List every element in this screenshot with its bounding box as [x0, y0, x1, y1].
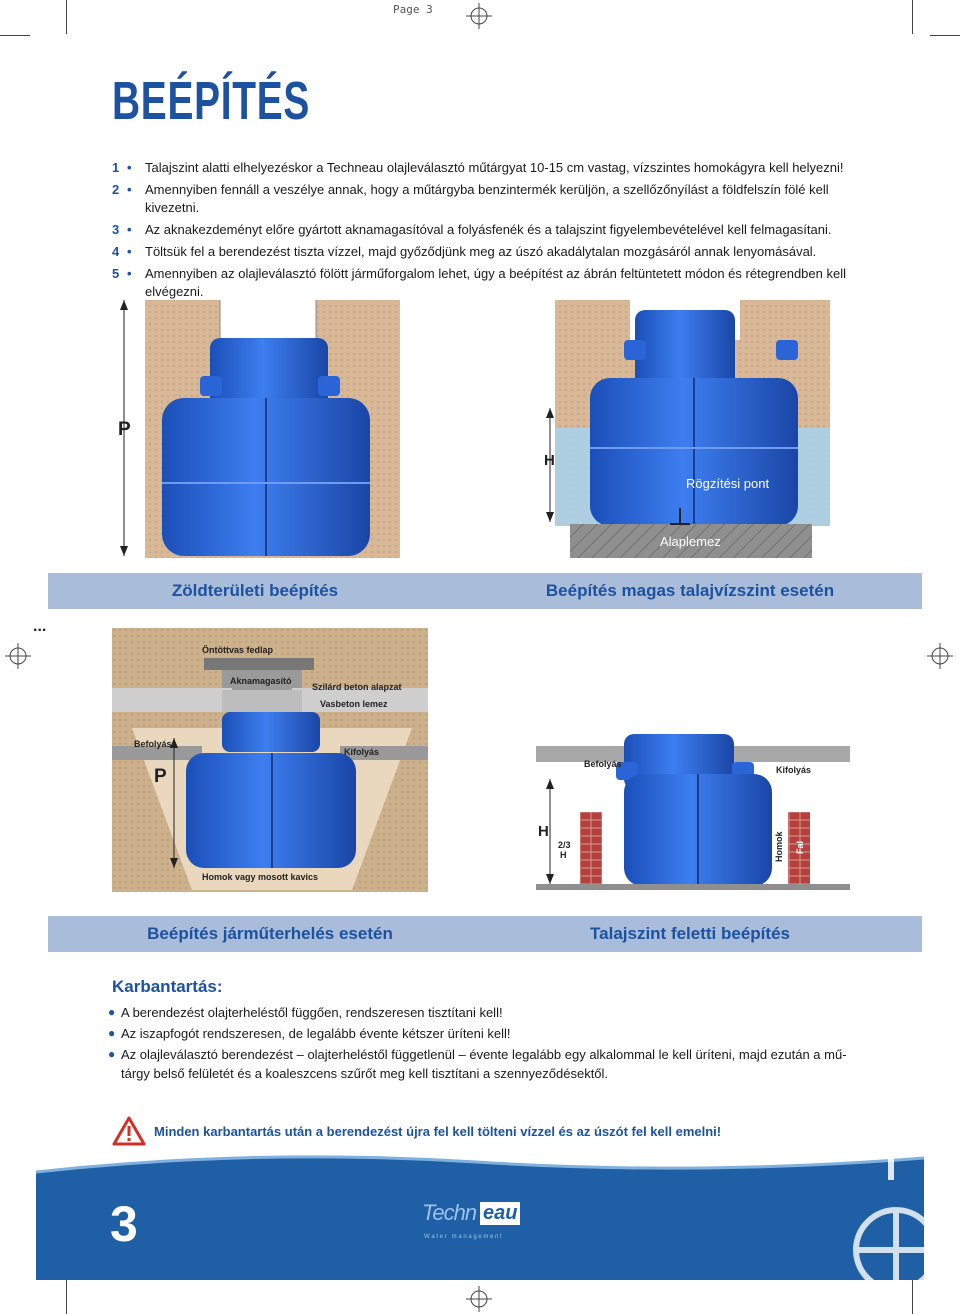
step-number: 5 — [112, 266, 120, 281]
maintenance-text: Az olajleválasztó berendezést – olajterheléstől függetlenül – évente legalább egy alkalommal le kell üríteni, majd ezután a mű-tárgy belső felületét és a koaleszcens szűrőt meg kell tisztítani a szennyeződésektől. — [121, 1047, 847, 1081]
list-item — [112, 157, 852, 179]
list-item — [112, 219, 852, 241]
outflow-label: Kifolyás — [776, 765, 812, 775]
list-item — [108, 1024, 853, 1043]
step-text: Amennyiben az olajleválasztó fölött járműforgalom lehet, úgy a beépítést az ábrán feltüntetett módon és rétegrendben kell elvégezni. — [145, 266, 846, 299]
crop-mark-icon — [912, 1280, 913, 1314]
caption-high-water: Beépítés magas talajvízszint esetén — [545, 581, 835, 600]
warning-text: Minden karbantartás után a berendezést újra fel kell tölteni vízzel és az úszót fel kell emelni! — [154, 1124, 722, 1139]
two-thirds-label: 2/3 — [558, 840, 571, 850]
bullet-icon: • — [127, 182, 132, 197]
logo-subtitle: W a t e r m a n a g e m e n t — [424, 1234, 502, 1240]
wall-label: Fal — [795, 840, 805, 854]
bullet-icon: ● — [108, 1047, 116, 1061]
riser-label: Aknamagasító — [230, 676, 292, 686]
caption-green: Zöldterületi beépítés — [171, 581, 339, 600]
list-item — [112, 241, 852, 263]
sand-label: Homok — [774, 831, 784, 862]
concrete-slab-label: Vasbeton lemez — [320, 699, 388, 709]
h-label: H — [538, 823, 549, 840]
logo-text-main: Techn — [422, 1200, 477, 1225]
crop-mark-icon — [930, 35, 960, 36]
crop-mark-icon — [912, 0, 913, 34]
logo-text-accent: eau — [480, 1202, 520, 1225]
bullet-icon: • — [127, 244, 132, 259]
base-plate-label: Alaplemez — [660, 534, 721, 549]
bullet-icon: • — [127, 222, 132, 237]
page-label: Page 3 — [393, 3, 433, 16]
page-number: 3 — [110, 1196, 138, 1252]
crop-mark-icon — [0, 35, 30, 36]
step-text: Töltsük fel a berendezést tiszta vízzel, majd győződjünk meg az úszó akadálytalan mozgásáról annak lenyomásával. — [145, 244, 817, 259]
p-label: P — [154, 766, 167, 787]
bullet-icon: • — [127, 160, 132, 175]
bullet-icon: ● — [108, 1005, 116, 1019]
inflow-label: Befolyás — [134, 739, 172, 749]
list-item — [112, 263, 852, 303]
bullet-icon: • — [127, 266, 132, 281]
list-item — [112, 179, 852, 219]
inflow-label: Befolyás — [584, 759, 622, 769]
maintenance-text: Az iszapfogót rendszeresen, de legalább évente kétszer üríteni kell! — [121, 1026, 511, 1041]
diagram-high-groundwater — [540, 298, 832, 560]
fix-point-label: Rögzítési pont — [686, 476, 770, 491]
p-label: P — [118, 419, 131, 440]
step-text: Talajszint alatti elhelyezéskor a Techneau olajleválasztó műtárgyat 10-15 cm vastag, vízszintes homokágyra kell helyezni! — [145, 160, 844, 175]
step-number: 4 — [112, 244, 120, 259]
crop-mark-icon — [66, 1280, 67, 1314]
list-item — [108, 1003, 853, 1022]
step-number: 3 — [112, 222, 120, 237]
crop-mark-icon — [66, 0, 67, 34]
list-item — [108, 1045, 853, 1083]
crop-mark-icon — [466, 3, 492, 29]
maintenance-text: A berendezést olajterheléstől függően, rendszeresen tisztítani kell! — [121, 1005, 503, 1020]
step-text: Az aknakezdeményt előre gyártott aknamagasítóval a folyásfenék és a talajszint figyelembevételével kell felmagasítani. — [145, 222, 832, 237]
diagram-above-ground — [536, 724, 850, 894]
crop-mark-icon — [927, 643, 953, 669]
gravel-label: Homok vagy mosott kavics — [202, 872, 319, 882]
crop-mark-icon — [466, 1286, 492, 1312]
maintenance-list — [108, 1003, 853, 1085]
caption-traffic: Beépítés járműterhelés esetén — [147, 924, 393, 943]
h-small-label: H — [560, 850, 567, 860]
installation-steps — [112, 157, 852, 303]
cast-lid-label: Öntöttvas fedlap — [202, 645, 274, 655]
crop-mark-icon — [5, 643, 31, 669]
step-text: Amennyiben fennáll a veszélye annak, hogy a műtárgyba benzintermék kerüljön, a szellőzőnyílást a földfelszín fölé kell kivezetni. — [145, 182, 829, 215]
step-number: 1 — [112, 160, 120, 175]
concrete-base-label: Szilárd beton alapzat — [312, 682, 402, 692]
logo-icon — [422, 1200, 526, 1248]
caption-above-ground: Talajszint feletti beépítés — [590, 924, 790, 943]
diagram-green-installation — [112, 298, 402, 560]
diagram-traffic-load — [112, 628, 428, 892]
step-number: 2 — [112, 182, 120, 197]
bullet-icon: ● — [108, 1026, 116, 1040]
ellipsis: ... — [33, 618, 47, 635]
page-title: BEÉPÍTÉS — [112, 71, 311, 131]
outflow-label: Kifolyás — [344, 747, 380, 757]
maintenance-title: Karbantartás: — [112, 977, 223, 996]
h-label: H — [544, 452, 555, 469]
